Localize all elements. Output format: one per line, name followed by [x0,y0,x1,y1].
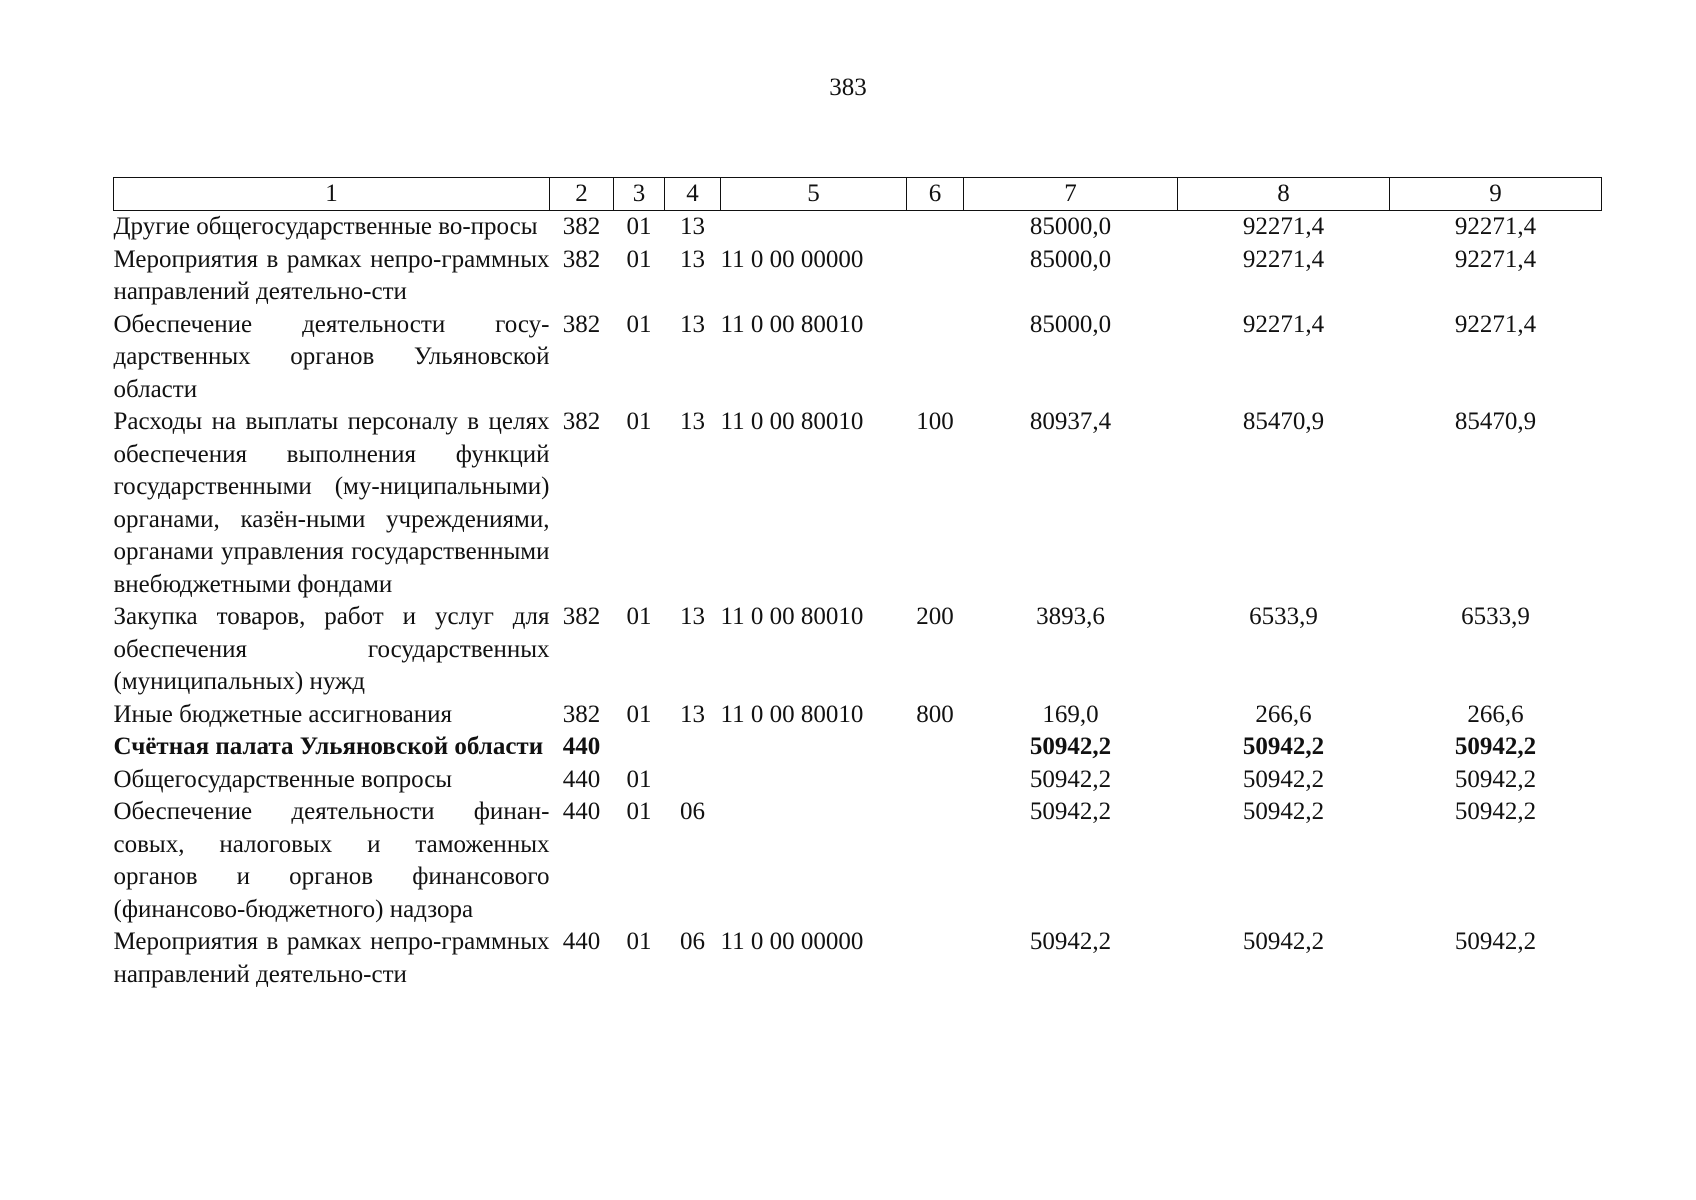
budget-table [113,177,1602,991]
row-name: Мероприятия в рамках непро-граммных направлений деятельно-сти [113,928,550,988]
row-name: Другие общегосударственные во-просы [113,213,538,240]
row-name: Расходы на выплаты персоналу в целях обеспечения выполнения функций государственными (му-ниципальными) органами, казён-ными учреждениями, органами управления государственными внебюджетными фондами [113,408,550,598]
row-amount-col8: 50942,2 [1242,928,1325,955]
row-amount-col9: 50942,2 [1454,765,1537,793]
row-section-code: 01 [626,213,652,240]
header-cell: 2 [550,178,614,211]
row-subsection-code: 13 [680,700,705,728]
table-row [114,796,1602,926]
table-row [114,211,1602,244]
row-section-code: 01 [626,245,652,273]
row-amount-col7: 85000,0 [1029,310,1112,338]
row-ministry-code: 382 [562,603,601,630]
row-section-code: 01 [626,310,652,338]
row-ministry-code: 440 [562,798,601,825]
row-amount-col7: 169,0 [1042,700,1099,728]
table-body [114,211,1602,992]
table-row [114,309,1602,407]
row-amount-col8: 50942,2 [1242,798,1325,825]
table-row [114,699,1602,732]
row-target-article [721,764,907,797]
row-target-article: 11 0 00 00000 [720,245,864,273]
header-cell: 5 [721,178,907,211]
column-number-header [114,178,1602,211]
row-expense-type [907,731,964,764]
row-amount-col9: 85470,9 [1454,408,1537,435]
row-expense-type: 800 [916,700,954,728]
row-amount-col7: 85000,0 [1029,245,1112,273]
table-row [114,601,1602,699]
row-subsection-code [665,731,721,764]
header-cell: 9 [1390,178,1602,211]
row-amount-col9: 50942,2 [1454,733,1537,760]
row-amount-col8: 50942,2 [1242,765,1325,793]
row-expense-type: 100 [916,408,954,435]
row-target-article: 11 0 00 00000 [720,928,864,955]
row-amount-col8: 92271,4 [1242,213,1325,240]
row-ministry-code: 382 [562,700,601,728]
row-section-code: 01 [626,408,652,435]
row-target-article: 11 0 00 80010 [720,603,864,630]
row-target-article [721,731,907,764]
row-amount-col7: 85000,0 [1029,213,1112,240]
row-name: Мероприятия в рамках непро-граммных направлений деятельно-сти [113,245,550,305]
row-expense-type [907,309,964,407]
row-amount-col9: 92271,4 [1454,213,1537,240]
row-target-article: 11 0 00 80010 [720,408,864,435]
row-amount-col7: 50942,2 [1029,733,1112,760]
row-name: Счётная палата Ульяновской области [113,733,544,760]
row-ministry-code: 382 [562,408,601,435]
row-section-code [614,731,665,764]
row-amount-col9: 266,6 [1467,700,1524,728]
row-name: Иные бюджетные ассигнования [113,700,453,728]
row-expense-type [907,796,964,926]
row-section-code: 01 [626,603,652,630]
row-amount-col9: 50942,2 [1454,928,1537,955]
header-cell: 3 [614,178,665,211]
row-ministry-code: 440 [562,733,601,760]
row-target-article: 11 0 00 80010 [720,700,864,728]
row-name: Общегосударственные вопросы [113,765,453,793]
row-subsection-code: 13 [680,408,705,435]
row-subsection-code: 13 [680,603,705,630]
row-amount-col7: 80937,4 [1029,408,1112,435]
row-amount-col8: 85470,9 [1242,408,1325,435]
row-name: Закупка товаров, работ и услуг для обеспечения государственных (муниципальных) нужд [113,603,550,695]
row-section-code: 01 [626,765,652,793]
row-target-article: 11 0 00 80010 [720,310,864,338]
table-row [114,731,1602,764]
row-ministry-code: 440 [562,928,601,955]
row-amount-col8: 50942,2 [1242,733,1325,760]
row-expense-type [907,764,964,797]
row-subsection-code [665,764,721,797]
row-expense-type [907,244,964,309]
row-amount-col8: 92271,4 [1242,310,1325,338]
row-subsection-code: 13 [680,245,705,273]
row-amount-col7: 50942,2 [1029,798,1112,825]
row-amount-col8: 6533,9 [1249,603,1318,630]
row-subsection-code: 13 [680,310,705,338]
row-ministry-code: 440 [562,765,601,793]
row-amount-col7: 3893,6 [1036,603,1105,630]
row-amount-col8: 92271,4 [1242,245,1325,273]
row-amount-col9: 92271,4 [1454,310,1537,338]
row-section-code: 01 [626,798,652,825]
row-amount-col9: 92271,4 [1454,245,1537,273]
row-ministry-code: 382 [562,245,601,273]
row-expense-type [907,926,964,991]
row-subsection-code: 13 [680,213,705,240]
header-cell: 8 [1178,178,1390,211]
row-section-code: 01 [626,928,652,955]
row-amount-col9: 6533,9 [1461,603,1530,630]
row-subsection-code: 06 [680,928,705,955]
page-number: 383 [829,74,867,101]
table-row [114,406,1602,601]
header-cell: 4 [665,178,721,211]
table-row [114,244,1602,309]
row-expense-type [907,211,964,244]
table-row [114,926,1602,991]
header-cell: 6 [907,178,964,211]
row-amount-col7: 50942,2 [1029,928,1112,955]
row-target-article [721,211,907,244]
row-name: Обеспечение деятельности финан-совых, налоговых и таможенных органов и органов финансового (финансово-бюджетного) надзора [113,798,550,923]
header-cell: 7 [964,178,1178,211]
row-amount-col7: 50942,2 [1029,765,1112,793]
row-amount-col8: 266,6 [1255,700,1312,728]
row-section-code: 01 [626,700,652,728]
row-ministry-code: 382 [562,310,601,338]
row-amount-col9: 50942,2 [1454,798,1537,825]
header-cell: 1 [114,178,550,211]
row-ministry-code: 382 [562,213,601,240]
row-subsection-code: 06 [680,798,705,825]
table-row [114,764,1602,797]
row-expense-type: 200 [916,603,954,630]
row-name: Обеспечение деятельности госу-дарственных органов Ульяновской области [113,310,550,403]
row-target-article [721,796,907,926]
